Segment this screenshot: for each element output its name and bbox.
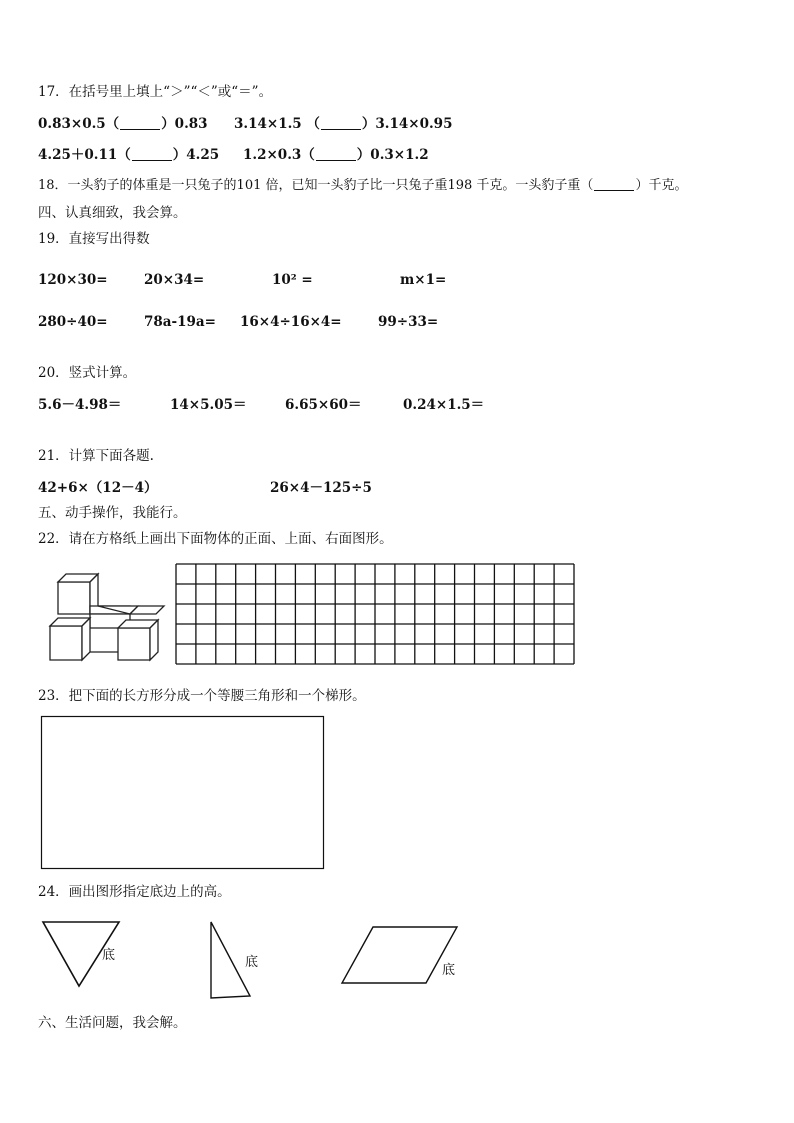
section-heading-5: 五、动手操作，我能行。 <box>38 505 187 521</box>
q22-title: 22．请在方格纸上画出下面物体的正面、上面、右面图形。 <box>38 531 393 547</box>
expr-right: ）3.14×0.95 <box>361 116 453 132</box>
q19-r1-c2: 20×34= <box>144 272 205 288</box>
q18-text-after: ）千克。 <box>635 178 688 193</box>
q17-row2-item-a <box>38 147 219 163</box>
q20-item-2: 14×5.05＝ <box>170 397 247 413</box>
rectangle-figure[interactable] <box>41 716 325 870</box>
answer-blank[interactable] <box>594 178 634 191</box>
q21-item-2: 26×4－125÷5 <box>270 480 372 496</box>
expr-right: ）0.83 <box>161 116 208 132</box>
expr-left: 4.25＋0.11（ <box>38 147 131 163</box>
expr-right: ）4.25 <box>172 147 220 163</box>
cube-stack-figure <box>40 572 170 664</box>
answer-blank[interactable] <box>316 148 356 161</box>
q20-item-3: 6.65×60＝ <box>285 397 362 413</box>
q17-row1-item-b <box>234 116 452 132</box>
q19-r1-c3: 10² = <box>272 272 313 288</box>
q19-r2-c2: 78a-19a= <box>144 314 216 330</box>
expr-left: 1.2×0.3（ <box>243 147 315 163</box>
q19-r2-c4: 99÷33= <box>378 314 439 330</box>
q17-row2-item-b <box>243 147 429 163</box>
answer-blank[interactable] <box>120 117 160 130</box>
base-label-2: 底 <box>245 955 259 970</box>
section-heading-4: 四、认真细致，我会算。 <box>38 205 187 221</box>
q17-title: 17．在括号里上填上“＞”“＜”或“＝”。 <box>38 84 273 100</box>
grid-paper[interactable] <box>175 563 575 665</box>
q20-item-1: 5.6－4.98＝ <box>38 397 122 413</box>
q19-r1-c4: m×1= <box>400 272 447 288</box>
section-heading-6: 六、生活问题，我会解。 <box>38 1015 187 1031</box>
expr-right: ）0.3×1.2 <box>356 147 429 163</box>
q17-row1-item-a <box>38 116 208 132</box>
answer-blank[interactable] <box>132 148 172 161</box>
q19-r1-c1: 120×30= <box>38 272 108 288</box>
q23-title: 23．把下面的长方形分成一个等腰三角形和一个梯形。 <box>38 688 366 704</box>
q18-text-before: 18．一头豹子的体重是一只兔子的101 倍，已知一头豹子比一只兔子重198 千克。一头豹子重（ <box>38 178 594 193</box>
q19-r2-c3: 16×4÷16×4= <box>240 314 342 330</box>
q20-item-4: 0.24×1.5＝ <box>403 397 485 413</box>
q18-question <box>38 178 687 194</box>
answer-blank[interactable] <box>321 117 361 130</box>
expr-left: 3.14×1.5 （ <box>234 116 320 132</box>
expr-left: 0.83×0.5（ <box>38 116 120 132</box>
q19-r2-c1: 280÷40= <box>38 314 108 330</box>
base-label-3: 底 <box>442 963 456 978</box>
q24-title: 24．画出图形指定底边上的高。 <box>38 884 231 900</box>
base-label-1: 底 <box>102 948 116 963</box>
q21-item-1: 42+6×（12－4） <box>38 480 158 496</box>
q19-title: 19．直接写出得数 <box>38 231 150 247</box>
q21-title: 21．计算下面各题. <box>38 448 154 464</box>
q20-title: 20．竖式计算。 <box>38 365 137 381</box>
